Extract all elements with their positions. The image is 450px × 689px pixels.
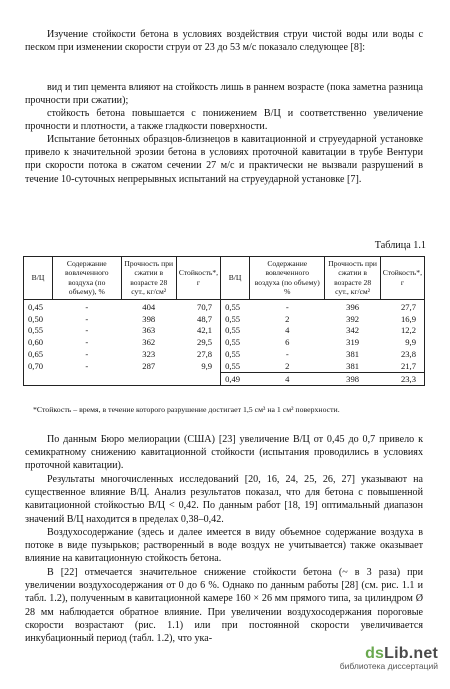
table-cell: 0,49 <box>221 373 250 386</box>
table-cell: 0,45 <box>24 299 53 313</box>
table-cell: 398 <box>142 313 156 324</box>
table-row <box>24 349 425 361</box>
table-cell: 0,50 <box>24 313 53 325</box>
table-cell: - <box>85 337 89 348</box>
table-cell: 2 <box>285 360 290 371</box>
table-cell: 363 <box>142 325 156 336</box>
table-cell: 6 <box>285 337 290 348</box>
table-footnote: *Стойкость – время, в течение которого разрушение достигает 1,5 см³ на 1 см² поверхности. <box>33 405 340 414</box>
table-cell: 0,55 <box>221 349 250 361</box>
table-cell: 12,2 <box>380 325 424 337</box>
table-cell: 2 <box>285 313 290 324</box>
table-cell: 381 <box>346 349 360 359</box>
table-cell: 362 <box>142 337 156 348</box>
table-cell: 48,7 <box>197 313 213 324</box>
table-cell: 0,55 <box>221 361 250 373</box>
table-cell: 0,55 <box>24 325 53 337</box>
paragraph-bureau-reclamation: По данным Бюро мелиорации (США) [23] увеличение В/Ц от 0,45 до 0,7 привело к семикратному снижению кавитационной стойкости (испытания проводились в условиях проточной кавитации). <box>25 434 423 472</box>
table-cell: 0,65 <box>24 349 53 361</box>
table-cell: - <box>85 301 89 312</box>
table-caption: Таблица 1.1 <box>374 240 426 251</box>
table-cell <box>176 373 220 386</box>
table-cell: 21,7 <box>380 361 424 373</box>
table-row <box>24 299 425 313</box>
table-cell: 0,55 <box>221 337 250 349</box>
table-cell: 323 <box>142 349 156 359</box>
table-cell: - <box>85 349 89 359</box>
data-table <box>23 256 425 386</box>
table-header-row <box>24 257 425 300</box>
table-cell <box>24 373 53 386</box>
header-wc-1: В/Ц <box>24 257 53 300</box>
table-cell: 0,55 <box>221 325 250 337</box>
paragraph-intro: Изучение стойкости бетона в условиях воздействия струи чистой воды или воды с песком при изменении скорости струи от 23 до 53 м/с показало следующее [8]: <box>25 29 423 54</box>
table-cell <box>121 373 176 386</box>
table-cell: 0,70 <box>24 361 53 373</box>
table-cell: 0,55 <box>221 313 250 325</box>
table-cell: - <box>285 349 289 359</box>
table-cell: - <box>285 301 289 312</box>
table-cell: 16,9 <box>380 313 424 325</box>
header-wc-2: В/Ц <box>221 257 250 300</box>
table-cell: 396 <box>346 301 360 312</box>
table-cell: 42,1 <box>197 325 213 336</box>
paragraph-twin-samples: Испытание бетонных образцов-близнецов в кавитационной и струеударной установке привело к значительной эрозии бетона в условиях проточной кавитации в трубе Вентури при скорости потока в сжатом сечении 27 м/с и практически не вызвали разрушений в течение 10-суточных непрерывных испытаний на струеударной установке [7]. <box>25 134 423 185</box>
table-row <box>24 361 425 373</box>
table-cell: 29,5 <box>197 337 213 348</box>
table-cell: 0,60 <box>24 337 53 349</box>
table-cell: 70,7 <box>197 301 213 312</box>
table-cell: 404 <box>142 301 156 312</box>
table-row <box>24 373 425 386</box>
watermark-subtitle: библиотека диссертаций <box>339 661 438 671</box>
table-cell: 9,9 <box>380 337 424 349</box>
table-row <box>24 313 425 325</box>
header-resistance-2: Стойкость*, г <box>380 257 424 300</box>
header-air-2: Содержание вовлеченного воздуха (по объему) % <box>250 257 325 300</box>
table-cell: 27,8 <box>197 349 213 359</box>
table-cell: 23,3 <box>380 373 424 386</box>
logo-ds-part: ds <box>365 645 385 662</box>
table-row <box>24 337 425 349</box>
table-cell: - <box>85 313 89 324</box>
table-cell: 287 <box>142 361 156 372</box>
paragraph-air-content: Воздухосодержание (здесь и далее имеется в виду объемное содержание воздуха в потоке в виде пузырьков; растворенный в воде воздух не учитывается) также оказывает влияние на кавитационную стойкость бетона. <box>25 527 423 565</box>
table-cell: 9,9 <box>201 361 213 372</box>
table-cell <box>53 373 122 386</box>
paragraph-research-results: Результаты многочисленных исследований [20, 16, 24, 25, 26, 27] указывают на существенное влияние В/Ц. Анализ результатов показал, что для бетона с повышенной кавитационной стойкостью В/Ц < 0,42. По данным работ [18, 19] оптимальный диапазон значений В/Ц находится в пределах 0,38–0,42. <box>25 474 423 525</box>
table-cell: 0,55 <box>221 299 250 313</box>
table-cell: 23,8 <box>380 349 424 361</box>
paragraph-resistance-decrease: В [22] отмечается значительное снижение стойкости бетона (~ в 3 раза) при увеличении воздухосодержания от 0 до 6 %. Однако по данным работы [28] (см. рис. 1.1 и табл. 1.2), полученным в кавитационной камере 160 × 26 мм прямого типа, за цилиндром Ø 28 мм наблюдается обратное влияние. При увеличении воздухосодержания пороговые скорости возрастают (рис. 1.1) или при постоянной скорости увеличивается инкубационный период (табл. 1.2), что ука- <box>25 567 423 645</box>
table-cell: 342 <box>346 325 360 336</box>
table-cell: 398 <box>325 373 380 386</box>
header-resistance-1: Стойкость*, г <box>176 257 220 300</box>
watermark <box>340 645 438 671</box>
header-strength-2: Прочность при сжатии в возрасте 28 сут., кг/см² <box>325 257 380 300</box>
logo-rest-part: Lib.net <box>384 645 438 662</box>
table-cell: 4 <box>285 325 290 336</box>
table-cell: 392 <box>346 313 360 324</box>
table-cell: - <box>85 361 89 372</box>
table-cell: 319 <box>346 337 360 348</box>
table-cell: 4 <box>250 373 325 386</box>
table-cell: - <box>85 325 89 336</box>
paragraph-wc-ratio: стойкость бетона повышается с понижением В/Ц и соответственно увеличение прочности и плотности, а также гладкости поверхности. <box>25 108 423 133</box>
header-strength-1: Прочность при сжатии в возрасте 28 сут., кг/см² <box>121 257 176 300</box>
table-cell: 27,7 <box>380 299 424 313</box>
paragraph-cement-type: вид и тип цемента влияют на стойкость лишь в раннем возрасте (пока заметна разница прочности при сжатии); <box>25 82 423 107</box>
header-air-1: Содержание вовлеченного воздуха (по объему), % <box>53 257 122 300</box>
table-cell: 381 <box>346 360 360 371</box>
table-row <box>24 325 425 337</box>
